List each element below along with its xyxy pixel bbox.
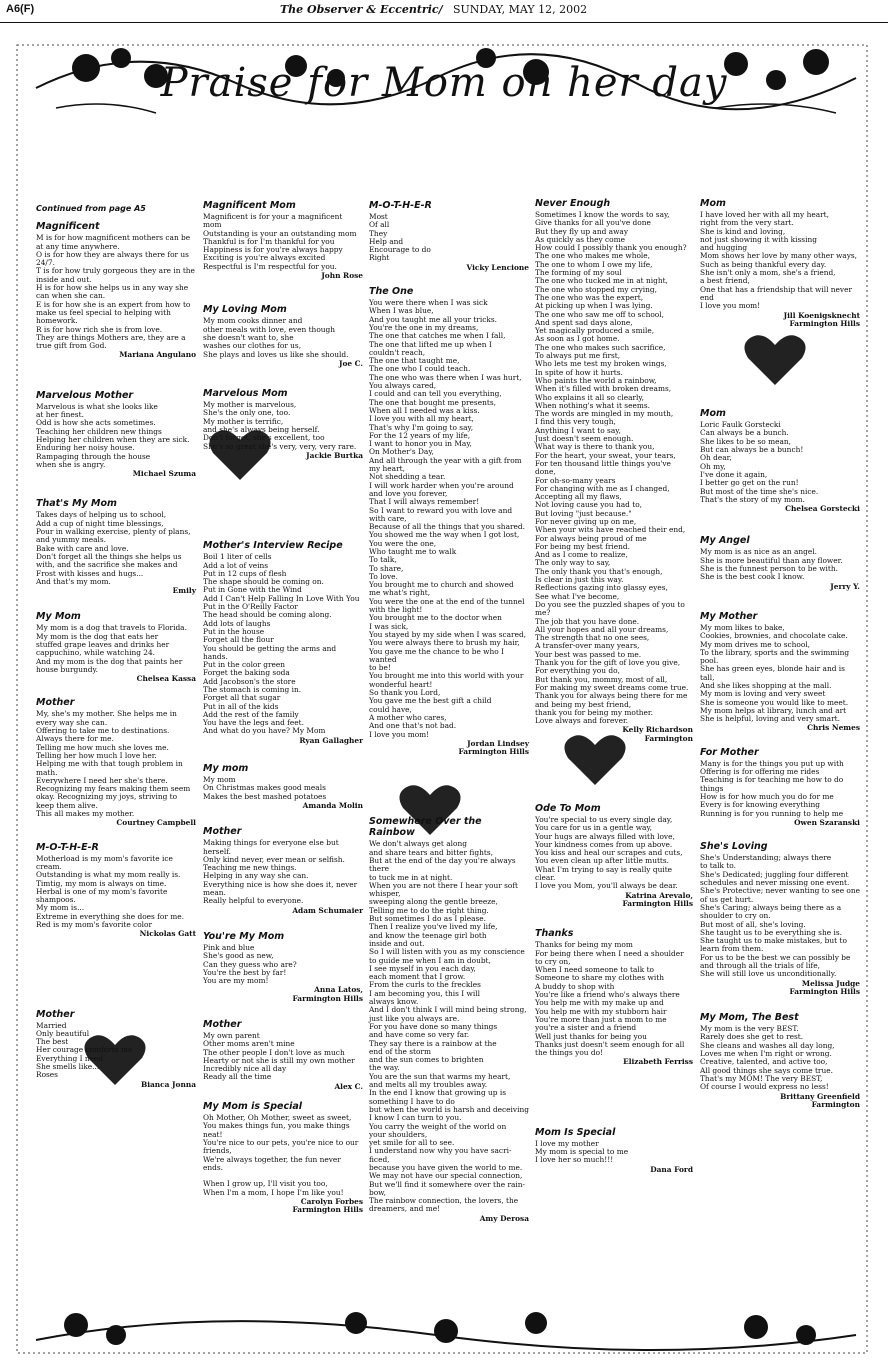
- poem: [535, 928, 693, 1066]
- poem-body: Most Of all They Help and Encourage to do Right: [369, 212, 431, 263]
- poem: [369, 200, 529, 272]
- poem-author: Melissa Judge Farmington Hills: [789, 978, 860, 996]
- poem-author: Ryan Gallagher: [299, 735, 363, 745]
- poem-body: You were there when I was sick When I was blue, And you taught me all your tricks. You're the one in my dreams, The one that catches me when I fall, The one that lifted me up when I couldn't reach, The one that taught me, The one who I could teach. The one who was there when I was hurt, You always cared, I could and can tell you everything, The one that bought me presents, When all I needed was a kiss. I love you with all my heart, That's why I'm going to say, For the 12 years of my life, I want to honor you in May, On Mother's Day, And all through the year with a gift from my heart, Not shedding a tear. I will work harder when you're around and love you forever, That I will always remember! So I want to reward you with love and with care, Because of all the things that you shared. You showed me the way when I got lost, You were the one, Who taught me to walk To talk, To share, To love. You brought me to church and showed me what's right, You were the one at the end of the tunnel with the light! You brought me to the doctor when I was sick, You stayed by my side when I was scared, You were always there to brush my hair, You gave me the chance to be who I wanted to be! You brought me into this world with your wonderful heart! So thank you Lord, You gave me the best gift a child could have, A mother who cares, And one that's not bad. I love you mom!: [369, 298, 527, 739]
- poem-body: My mother is marvelous, She's the only one, too. My mother is terrific, and she's always being herself. Don't forget, she's excellent, too She's so great she's very, very, very rare.: [203, 400, 357, 451]
- poem: [36, 842, 196, 939]
- poem-title: Mother's Interview Recipe: [203, 540, 343, 552]
- poem-body: My mom cooks dinner and other meals with love, even though she doesn't want to, she washes our clothes for us, She plays and loves us like she should.: [203, 316, 349, 359]
- newspaper-name: The Observer & Eccentric/: [280, 3, 443, 16]
- poem-body: She's Understanding; always there to talk to. She's Dedicated; juggling four different schedules and never missing one event. She's Protective; never wanting to see one of us get hurt. She's Caring; always being there as a shoulder to cry on. But most of all, she's loving. She taught us to be everything she is. She taught us to make mistakes, but to learn from them. For us to be the best we can possibly be and through all the trials of life, She will still love us unconditionally.: [700, 853, 861, 979]
- poem-author: Chris Nemes: [807, 723, 860, 733]
- poem: [700, 1012, 860, 1109]
- poem-body: M is for how magnificent mothers can be at any time anywhere. O is for how they are always there for us 24/7. T is for how truly gorgeous they are in the inside and out. H is for how she helps us in any way she can when she can. E is for how she is an expert from how to make us feel special to helping with homework. R is for how rich she is from love. They are things Mothers are, they are a true gift from God.: [36, 233, 195, 351]
- poem: [36, 390, 196, 479]
- poem-title: For Mother: [700, 746, 759, 758]
- poem: [203, 200, 363, 280]
- poem-body: Magnificent is for your a magnificent mom Outstanding is your an outstanding mom Thankful is for I'm thankful for you Happiness is for you're always happy Exciting is you're always excited Respectful is I'm respectful for you.: [203, 212, 357, 271]
- column-5: [700, 198, 860, 1115]
- poem-title: Ode To Mom: [535, 803, 601, 814]
- poem-author: Jill Koenigsknecht Farmington Hills: [783, 310, 860, 328]
- poem-body: My own parent Other moms aren't mine The other people I don't love as much Hearty or not she is still my own mother Incredibly nice all day Ready all the time: [203, 1031, 355, 1082]
- poem-author: Adam Schumaier: [292, 905, 363, 915]
- poem-title: Mom: [700, 198, 726, 209]
- poem-body: I love my mother My mom is special to me I love her so much!!!: [535, 1138, 629, 1165]
- poem-body: Takes days of helping us to school, Add a cup of night time blessings, Pour in walking exercise, plenty of plans, and yummy meals. Bake with care and love. Don't forget all the things she helps us with, and the sacrifice she makes and Frost with kisses and hugs... And that's my mom.: [36, 510, 191, 586]
- poem-body: Oh Mother, Oh Mother, sweet as sweet, You makes things fun, you make things neat! You're nice to our pets, you're nice to our friends, We're always together, the fun never ends. When I grow up, I'll visit you too, When I'm a mom, I hope I'm like you!: [203, 1113, 359, 1197]
- poem-body: My mom On Christmas makes good meals Makes the best mashed potatoes: [203, 775, 327, 801]
- poem-title: Never Enough: [535, 198, 611, 209]
- poem-body: Thanks for being my mom For being there when I need a shoulder to cry on, When I need someone to talk to Someone to share my clothes with A buddy to shop with You're like a friend who's always there You help me with my make up and You help me with my stubborn hair You're more than just a mom to me you're a sister and a friend Well just thanks for being you Thanks just doesn't seem enough for all the things you do!: [535, 940, 685, 1058]
- poem-author: Mariana Angulano: [119, 350, 196, 360]
- poem-title: M-O-T-H-E-R: [369, 200, 432, 211]
- poem-title: My Loving Mom: [203, 304, 287, 316]
- poem: [203, 1019, 363, 1091]
- poem: [203, 826, 363, 915]
- poem: [203, 931, 363, 1003]
- poem-title: My Mom, The Best: [700, 1012, 799, 1024]
- poem-body: My mom is the very BEST. Rarely does she get to rest. She cleans and washes all day long, Loves me when I'm right or wrong. Creative, talented, and active too, All good things she says come true. That's my MOM! The very BEST, Of course I would express no less!: [700, 1024, 835, 1092]
- poem-title: My Mom is Special: [203, 1101, 302, 1113]
- poem-body: Marvelous is what she looks like at her finest. Odd is how she acts sometimes. Teaching her children new things Helping her children when they are sick. Enduring her noisy house. Rampaging through the house when she is angry.: [36, 401, 190, 469]
- poem-author: Courtney Campbell: [116, 818, 196, 828]
- poem-title: Mother: [36, 697, 75, 709]
- poem-title: Mom: [700, 408, 726, 420]
- floral-garland-bottom-icon: [16, 1295, 868, 1365]
- poem-title: That's My Mom: [36, 498, 117, 510]
- poem-body: Loric Faulk Gorstecki Can always be a bunch. She likes to be so mean, But can always be a bunch! Oh dear, Oh my, I've done it again, I better go get on the run! But most of the time she's nice. That's the story of my mom.: [700, 420, 819, 504]
- poem: [369, 286, 529, 756]
- poem-title: Marvelous Mom: [203, 388, 288, 400]
- poem: [36, 611, 196, 683]
- poem-body: Many is for the things you put up with Offering is for offering me rides Teaching is for teaching me how to do things How is for how much you do for me Every is for knowing everything Running is for you running to help me: [700, 758, 844, 818]
- poem-author: Chelsea Gorstecki: [785, 504, 860, 514]
- poem-author: Alex C.: [334, 1081, 363, 1091]
- poem-author: Bianca Jonna: [140, 1079, 196, 1089]
- poem-title: Magnificent Mom: [203, 200, 296, 211]
- poem-body: Married Only beautiful The best Her courage comforts me Everything I need She smells like... Roses: [36, 1020, 133, 1080]
- poem-title: Magnificent: [36, 221, 100, 233]
- poem-body: My mom is a dog that travels to Florida. My mom is the dog that eats her stuffed grape leaves and drinks her cappuchino, while watching 24. And my mom is the dog that paints her house burgundy.: [36, 623, 187, 674]
- poem-title: My Mother: [700, 610, 758, 622]
- poem-author: Nickolas Gatt: [139, 929, 196, 939]
- poem: [700, 408, 860, 513]
- poem-body: We don't always get along and share tears and bitter fights, But at the end of the day you're always there to tuck me in at night. When you are not there I hear your soft whisper, sweeping along the gentle breeze, Telling me to do the right thing. But sometimes I do as I please. Then I realize you've lived my life, and know the teenage girl both inside and out. So I will listen with you as my conscience to guide me when I am in doubt, I see myself in you each day, each moment that I grow. From the curls to the freckles I am becoming you, this I will always know. And I don't think I will mind being strong, just like you always are. For you have done so many things and have come so very far. They say there is a rainbow at the end of the storm and the sun comes to brighten the way. You are the sun that warms my heart, and melts all my troubles away. In the end I know that growing up is something I have to do but when the world is harsh and deceiving I know I can turn to you. You carry the weight of the world on your shoulders, yet smile for all to see. I understand now why you have sacri- ficed, because you have given the world to me. We may not have our special connection, But we'll find it somewhere over the rain- bow, The rainbow connection, the lovers, the dreamers, and me!: [369, 839, 529, 1214]
- page-title: Praise for Mom on her day: [160, 60, 728, 106]
- poem-title: The One: [369, 286, 414, 298]
- poem-body: Making things for everyone else but herself. Only kind never, ever mean or selfish. Teaching me new things. Helping in any way she can. Everything nice is how she does it, never mean. Really helpful to everyone.: [203, 838, 358, 906]
- continued-note: Continued from page A5: [36, 204, 146, 213]
- poem-author: Dana Ford: [650, 1164, 693, 1174]
- poem-author: Michael Szuma: [132, 469, 196, 479]
- column-3: [369, 200, 529, 1229]
- poem-body: Boil 1 liter of cells Add a lot of veins Put in 12 cups of flesh The shape should be coming on. Put in Gone with the Wind Add I Can't Help Falling In Love With You Put in the O'Reilly Factor The head should be coming along. Add lots of laughs Put in the house Forget all the flour You should be getting the arms and hands. Put in the color green Forget the baking soda Add Jacobson's the store The stomach is coming in. Forget all that sugar Put in all of the kids Add the rest of the family You have the legs and feet. And what do you have? My Mom: [203, 552, 360, 736]
- poem: [369, 816, 529, 1223]
- poem-author: Owen Szaranski: [794, 817, 860, 827]
- issue-date: SUNDAY, MAY 12, 2002: [453, 3, 588, 16]
- poem-author: Amy Derosa: [479, 1213, 529, 1223]
- poem-title: M-O-T-H-E-R: [36, 841, 99, 853]
- poem-body: My mom likes to bake, Cookies, brownies, and chocolate cake. My mom drives me to school, To the library, sports and the swimming pool. She has green eyes, blonde hair and is tall, And she likes shopping at the mall. My mom is loving and very sweet She is someone you would like to meet. My mom helps at library, lunch and art She is helpful, loving and very smart.: [700, 622, 850, 724]
- poem-author: Vicky Lencione: [466, 262, 529, 272]
- poem: [36, 498, 196, 595]
- poem-title: She's Loving: [700, 841, 768, 853]
- poem: [700, 198, 860, 328]
- poem-author: Kelly Richardson Farmington: [622, 725, 693, 743]
- poem-body: My, she's my mother. She helps me in every way she can. Offering to take me to destinations. Always there for me. Telling me how much she loves me. Telling her how much I love her. Helping me with that tough problem in math. Everywhere I need her she's there. Recognizing my fears making them seem okay. Recognizing my joys, striving to keep them alive. This all makes my mother.: [36, 709, 191, 819]
- poem-author: Jerry Y.: [830, 581, 860, 591]
- poem: [700, 535, 860, 590]
- poem-body: My mom is as nice as an angel. She is more beautiful than any flower. She is the funnest person to be with. She is the best cook I know.: [700, 547, 843, 582]
- poem: [36, 221, 196, 359]
- poem: [36, 1009, 196, 1089]
- poem: [700, 611, 860, 733]
- poem: [36, 697, 196, 827]
- poem: [203, 388, 363, 460]
- poem-body: Motherload is my mom's favorite ice cream. Outstanding is what my mom really is. Timtig, my mom is always on time. Herbal is one of my mom's favorite shampoos. My mom is... Extreme in everything she does for me. Red is my mom's favorite color: [36, 853, 184, 929]
- poem-author: Chelsea Kassa: [136, 674, 196, 684]
- poem: [700, 841, 860, 996]
- column-1: [36, 205, 196, 1095]
- poem-title: Mom Is Special: [535, 1126, 616, 1138]
- poem: [535, 803, 693, 908]
- poem-title: Mother: [203, 1019, 242, 1030]
- poem: [535, 1127, 693, 1174]
- poem: [203, 763, 363, 810]
- poem-title: Mother: [36, 1008, 75, 1020]
- poem-author: Amanda Molin: [302, 800, 363, 810]
- poem-author: Emily: [172, 586, 196, 596]
- poem-author: Joe C.: [338, 358, 363, 368]
- poem-author: Anna Latos, Farmington Hills: [292, 985, 363, 1003]
- poem-author: Elizabeth Ferriss: [623, 1057, 693, 1067]
- poem-author: Carolyn Forbes Farmington Hills: [292, 1197, 363, 1215]
- poem-title: Somewhere Over the Rainbow: [369, 816, 482, 839]
- poem-title: Mother: [203, 826, 242, 838]
- poem: [203, 540, 363, 745]
- poem-body: You're special to us every single day, You care for us in a gentle way, Your hugs are always filled with love, Your kindness comes from up above. You kiss and heal our scrapes and cuts, You even clean up after little mutts. What I'm trying to say is really quite clear. I love you Mom, you'll always be dear.: [535, 815, 683, 891]
- poem-author: Katrina Arevalo, Farmington Hills: [622, 890, 693, 908]
- poem: [535, 198, 693, 743]
- column-4: [535, 198, 693, 1180]
- poem-title: Thanks: [535, 928, 574, 940]
- poem-body: I have loved her with all my heart, right from the very start. She is kind and loving, not just showing it with kissing and hugging Mom shows her love by many other ways, Such as being thankful every day. She isn't only a mom, she's a friend, a best friend, One that has a friendship that will never end I love you mom!: [700, 210, 858, 311]
- poem-title: Marvelous Mother: [36, 389, 134, 401]
- poem-author: Jackie Burtka: [306, 450, 363, 460]
- poem-body: Sometimes I know the words to say, Give thanks for all you've done But they fly up and away As quickly as they come How could I possibly thank you enough? The one who makes me whole, The one to whom I owe my life, The forming of my soul The one who tucked me in at night, The one who stopped my crying, The one who was the expert, At picking up when I was lying. The one who saw me off to school, And spent sad days alone, Yet magically produced a smile, As soon as I got home. The one who makes such sacrifice, To always put me first, Who lets me test my broken wings, In spite of how it hurts. Who paints the world a rainbow, When it's filled with broken dreams, Who explains it all so clearly, When nothing's what it seems. The words are mingled in my mouth, I find this very tough, Anything I want to say, Just doesn't seem enough. What way is there to thank you, For the heart, your sweat, your tears, For ten thousand little things you've done, For oh-so-many years For changing with me as I changed, Accepting all my flaws, Not loving cause you had to, But loving "just because." For never giving up on me, When your wits have reached their end, For always being proud of me For being my best friend. And as I come to realize, The only way to say, The only thank you that's enough, Is clear in just this way. Reflections gazing into glassy eyes, See what I've become, Do you see the puzzled shapes of you to me? The job that you have done. All your hopes and all your dreams, The strength that no one sees, A transfer-over many years, Your best was passed to me. Thank you for the gift of love you give, For everything you do, But thank you, mommy, most of all, For making my sweet dreams come true. Thank you for always being there for me and being my best friend, thank you for being my mother. Love always and forever.: [535, 210, 689, 726]
- poem-title: My Mom: [36, 611, 81, 623]
- page-header: [0, 0, 888, 23]
- poem-title: My Angel: [700, 535, 750, 547]
- poem-author: Jordan Lindsey Farmington Hills: [458, 738, 529, 757]
- poem-title: My mom: [203, 763, 249, 775]
- column-2: [203, 200, 363, 1221]
- poem: [700, 747, 860, 827]
- poem-author: Brittany Greenfield Farmington: [780, 1091, 860, 1109]
- poem-title: You're My Mom: [203, 930, 285, 942]
- poem-author: John Rose: [321, 271, 363, 281]
- poem-body: Pink and blue She's good as new, Can they guess who are? You're the best by far! You are my mom!: [203, 942, 297, 986]
- poem: [203, 1101, 363, 1215]
- page-number: A6(F): [6, 3, 35, 15]
- poem: [203, 304, 363, 368]
